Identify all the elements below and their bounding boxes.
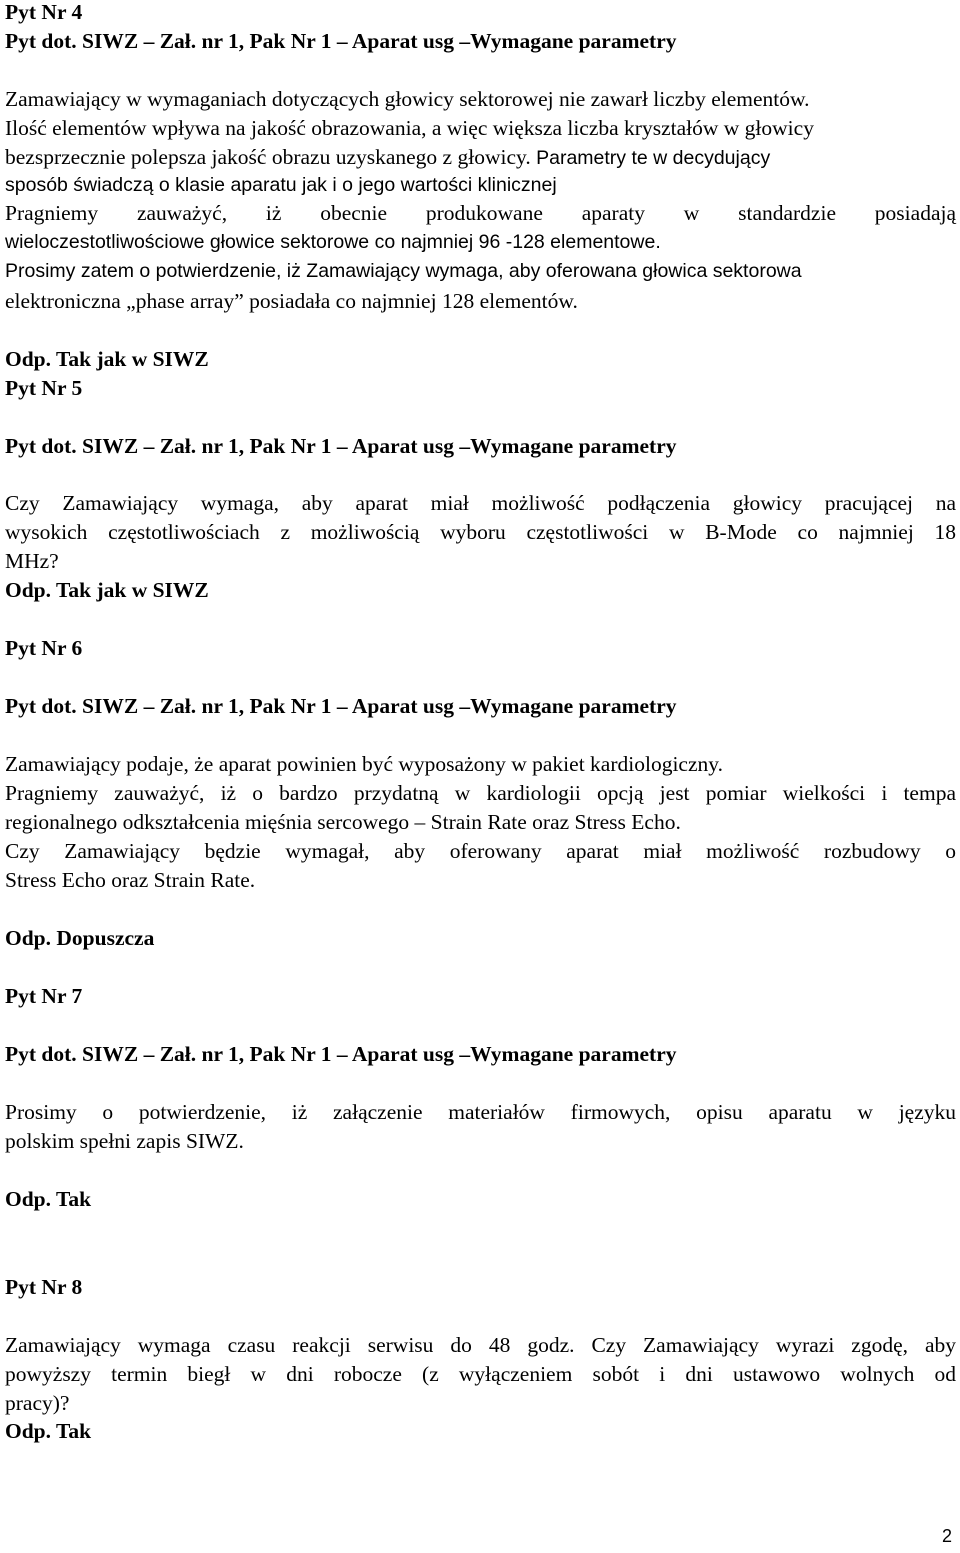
question-7-paragraph-line: Prosimy o potwierdzenie, iż załączenie materiałów firmowych, opisu aparatu w języku — [5, 1100, 956, 1124]
question-5-answer: Odp. Tak jak w SIWZ — [5, 578, 209, 602]
question-6-heading: Pyt Nr 6 — [5, 636, 83, 660]
question-4-paragraph-line: Ilość elementów wpływa na jakość obrazowania, a więc większa liczba kryształów w głowicy — [5, 116, 814, 140]
question-4-paragraph-line: Prosimy zatem o potwierdzenie, iż Zamawiający wymaga, aby oferowana głowica sektorowa — [5, 260, 802, 282]
question-7-heading: Pyt Nr 7 — [5, 984, 83, 1008]
question-4-paragraph-line — [5, 147, 770, 169]
question-8-paragraph-line: Zamawiający wymaga czasu reakcji serwisu do 48 godz. Czy Zamawiający wyrazi zgodę, aby — [5, 1333, 956, 1357]
question-4-paragraph-line: wieloczestotliwościowe głowice sektorowe co najmniej 96 -128 elementowe. — [5, 231, 661, 253]
question-6-answer: Odp. Dopuszcza — [5, 926, 155, 950]
question-8-answer: Odp. Tak — [5, 1419, 92, 1443]
question-5-paragraph-line: Czy Zamawiający wymaga, aby aparat miał możliwość podłączenia głowicy pracującej na — [5, 491, 956, 515]
question-4-paragraph-line: Zamawiający w wymaganiach dotyczących głowicy sektorowej nie zawarł liczby elementów. — [5, 87, 810, 111]
question-5-paragraph-line: wysokich częstotliwościach z możliwością wyboru częstotliwości w B-Mode co najmniej 18 — [5, 520, 956, 544]
question-4-paragraph-line: elektroniczna „phase array” posiadała co najmniej 128 elementów. — [5, 289, 578, 313]
question-8-paragraph-line: powyższy termin biegł w dni robocze (z wyłączeniem sobót i dni ustawowo wolnych od — [5, 1362, 956, 1386]
question-4-text-serif: bezsprzecznie polepsza jakość obrazu uzyskanego z głowicy. — [5, 145, 531, 169]
question-4-text-sans: Parametry te w decydujący — [536, 147, 771, 169]
question-8-heading: Pyt Nr 8 — [5, 1275, 83, 1299]
question-4-paragraph-line: Pragniemy zauważyć, iż obecnie produkowane aparaty w standardzie posiadają — [5, 201, 956, 225]
question-6-paragraph-line: Czy Zamawiający będzie wymagał, aby oferowany aparat miał możliwość rozbudowy o — [5, 839, 956, 863]
question-6-paragraph-line: Stress Echo oraz Strain Rate. — [5, 868, 256, 892]
question-7-reference: Pyt dot. SIWZ – Zał. nr 1, Pak Nr 1 – Aparat usg –Wymagane parametry — [5, 1042, 677, 1066]
question-6-reference: Pyt dot. SIWZ – Zał. nr 1, Pak Nr 1 – Aparat usg –Wymagane parametry — [5, 694, 677, 718]
question-7-paragraph-line: polskim spełni zapis SIWZ. — [5, 1129, 244, 1153]
question-4-answer: Odp. Tak jak w SIWZ — [5, 347, 209, 371]
question-4-paragraph-line: sposób świadczą o klasie aparatu jak i o jego wartości klinicznej — [5, 174, 557, 196]
question-6-paragraph-line: regionalnego odkształcenia mięśnia sercowego – Strain Rate oraz Stress Echo. — [5, 810, 681, 834]
question-5-heading: Pyt Nr 5 — [5, 376, 83, 400]
question-6-paragraph-line: Zamawiający podaje, że aparat powinien być wyposażony w pakiet kardiologiczny. — [5, 752, 723, 776]
page-number: 2 — [941, 1526, 952, 1546]
question-4-reference: Pyt dot. SIWZ – Zał. nr 1, Pak Nr 1 – Aparat usg –Wymagane parametry — [5, 29, 677, 53]
question-6-paragraph-line: Pragniemy zauważyć, iż o bardzo przydatną w kardiologii opcją jest pomiar wielkości i tempa — [5, 781, 956, 805]
question-8-paragraph-line: pracy)? — [5, 1391, 70, 1415]
question-4-heading: Pyt Nr 4 — [5, 0, 83, 24]
question-7-answer: Odp. Tak — [5, 1187, 92, 1211]
question-5-reference: Pyt dot. SIWZ – Zał. nr 1, Pak Nr 1 – Aparat usg –Wymagane parametry — [5, 434, 677, 458]
question-5-paragraph-line: MHz? — [5, 549, 59, 573]
